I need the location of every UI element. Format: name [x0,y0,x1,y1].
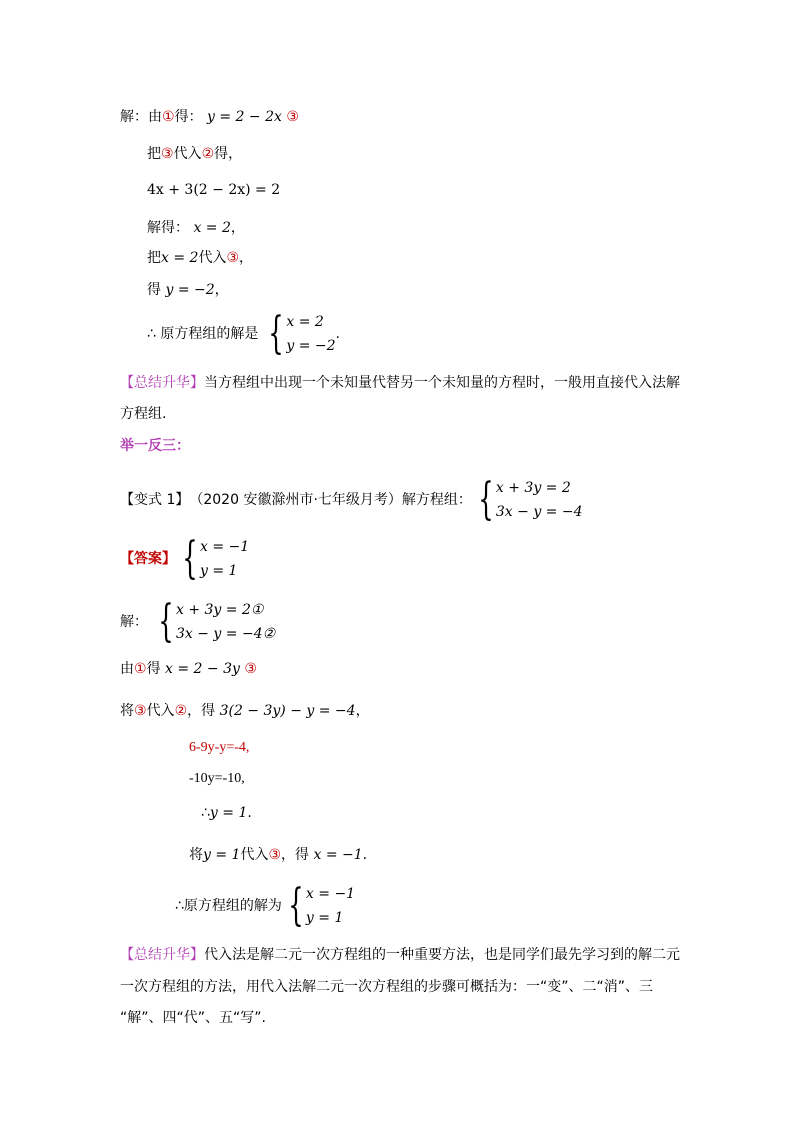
rows [286,310,335,358]
variant-tag: 【变式 1】 [120,492,190,508]
row: x + 3y = 2① [176,602,264,618]
text: 代入 [240,847,269,863]
text: ， [230,220,245,236]
circled-2: ② [174,703,188,719]
summary2-line-2: 一次方程组的方法，用代入法解二元一次方程组的步骤可概括为：一“变”、二“消”、三 [120,979,654,995]
brace: { [158,596,174,647]
row: y = −2 [286,338,336,354]
text: 将 [120,703,134,719]
text: 得： [174,109,203,125]
text: ， [239,250,253,266]
summary-tag: 【总结升华】 [120,947,204,963]
text: 将 [189,847,203,863]
row: 3x − y = −4② [176,626,276,642]
summary2-line-3: “解”、四“代”、五“写”. [120,1010,266,1026]
circled-3: ③ [244,661,257,677]
brace: { [268,308,285,359]
circled-3: ③ [161,146,174,162]
solution-line-6 [147,281,229,299]
row: y = 1 [305,910,344,926]
equation: x = 2 − 3y [165,661,240,677]
summary2-line-1 [120,946,680,964]
circled-3: ③ [226,250,239,266]
brace: { [182,533,198,584]
text: 把 [147,146,161,162]
equation: x = −1 [313,847,363,863]
answer-tag: 【答案】 [120,551,176,567]
text: . [247,805,252,821]
step-line-4: -10y=-10, [189,771,245,786]
section-title: 举一反三： [120,438,190,454]
text: ， [355,703,370,719]
solution-line-2 [147,145,242,163]
equation: y = 1 [203,847,241,863]
text: 代入 [198,250,227,266]
text: ， [214,282,229,298]
text: ，得 [187,703,216,719]
system [120,598,275,646]
text: （2020 安徽滁州市·七年级月考）解方程组： [189,492,472,508]
solution-line-4 [147,219,245,237]
step-line-1 [120,660,257,678]
text: ，得 [281,847,310,863]
step-line-3: 6-9y-y=-4, [189,740,250,755]
text: . [335,326,340,342]
circled-1: ① [162,109,175,125]
equation: x = 2 [161,250,199,266]
text: 得 [147,282,161,298]
text: 得 [146,661,161,677]
text: 当方程组中出现一个未知量代替另一个未知量的方程时，一般用直接代入法解 [204,375,680,391]
equation: x = 2 [193,220,231,236]
step-line-6 [189,846,367,864]
text: ∴ 原方程组的解是 [147,326,259,342]
text: 代入 [173,146,202,162]
circled-1: ① [134,661,147,677]
circled-3: ③ [286,109,299,125]
system [120,535,249,583]
text: 解：由 [120,109,162,125]
row: x = −1 [305,886,356,902]
answer-line [120,535,249,583]
row: 3x − y = −4 [495,504,583,520]
rows [200,535,249,583]
variant-line [120,476,583,524]
solution-line-3: 4x + 3(2 − 2x) = 2 [147,182,281,198]
row: x = 2 [286,314,324,330]
system [120,476,583,524]
circled-3: ③ [268,847,282,863]
text: 得， [214,146,243,162]
step-line-7 [175,882,355,930]
solution-line-7 [147,310,340,358]
solution2-line [120,598,275,646]
rows [176,598,275,646]
row: y = 1 [200,563,238,579]
summary-tag: 【总结升华】 [120,375,204,391]
circled-2: ② [201,146,215,162]
summary-line-2: 方程组. [120,406,167,422]
text: 把 [147,250,161,266]
brace: { [288,880,304,931]
equation: y = 1 [209,805,248,821]
rows [306,882,355,930]
step-line-5 [201,804,252,822]
text: . [362,847,368,863]
text: 由 [120,661,134,677]
row: x = −1 [200,539,250,555]
summary-line-1 [120,374,680,392]
step-line-2 [120,702,370,720]
equation: y = −2 [165,282,215,298]
row: x + 3y = 2 [495,480,571,496]
text: 解得： [147,220,189,236]
text: ∴ [201,805,210,821]
rows [496,476,583,524]
solution-line-5 [147,249,253,267]
brace: { [478,474,494,525]
system [147,310,340,358]
text: ∴原方程组的解为 [175,898,282,914]
equation: y = 2 − 2x [207,109,282,125]
circled-3: ③ [134,703,147,719]
system [175,882,355,930]
text: 代入法是解二元一次方程组的一种重要方法，也是同学们最先学习到的解二元 [204,947,680,963]
text: 解： [120,614,148,630]
text: 代入 [146,703,175,719]
solution-line-1 [120,108,299,126]
equation: 3(2 − 3y) − y = −4 [219,703,356,719]
